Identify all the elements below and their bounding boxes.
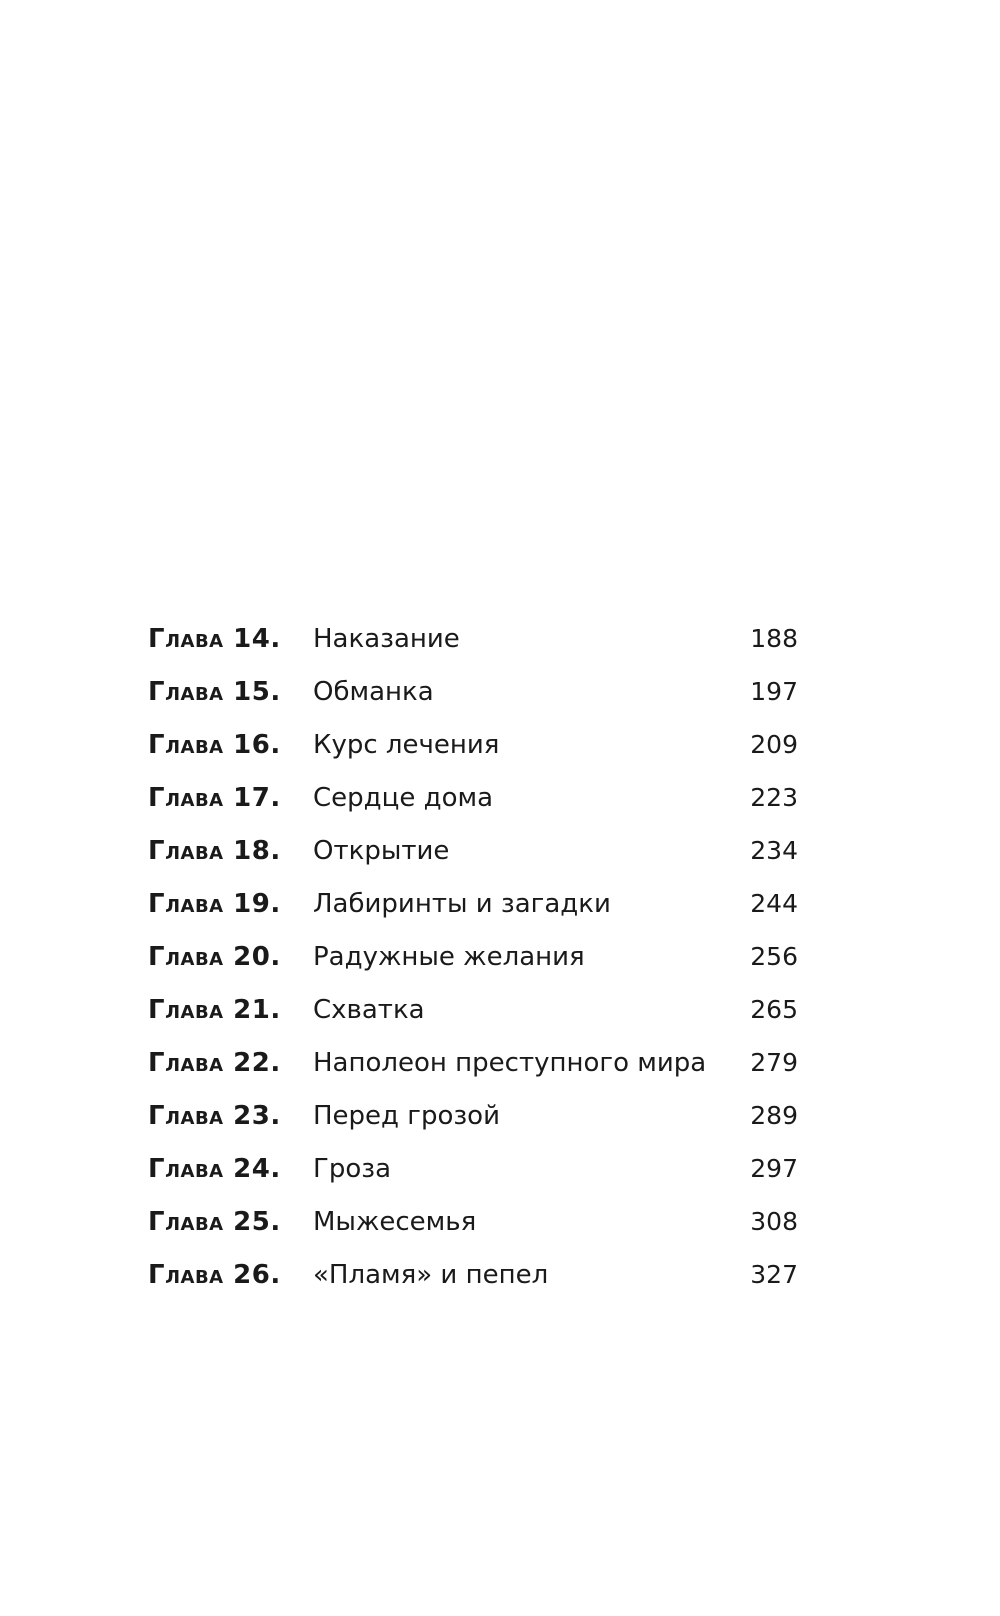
toc-chapter-number: Глава 22. — [148, 1048, 281, 1078]
toc-chapter-title: Схватка — [313, 995, 425, 1025]
toc-chapter-number: Глава 17. — [148, 783, 281, 813]
toc-entry — [148, 785, 798, 838]
toc-chapter-number: Глава 24. — [148, 1154, 281, 1184]
table-of-contents — [148, 626, 798, 1315]
toc-entry — [148, 997, 798, 1050]
toc-page-number: 223 — [750, 783, 798, 812]
toc-page-number: 256 — [750, 942, 798, 971]
toc-page-number: 244 — [750, 889, 798, 918]
toc-entry — [148, 1050, 798, 1103]
toc-chapter-title: Курс лечения — [313, 730, 500, 760]
toc-entry — [148, 1103, 798, 1156]
toc-entry — [148, 1209, 798, 1262]
toc-page-number: 327 — [750, 1260, 798, 1289]
toc-page-number: 279 — [750, 1048, 798, 1077]
toc-page-number: 188 — [750, 624, 798, 653]
toc-entry — [148, 1156, 798, 1209]
toc-chapter-number: Глава 16. — [148, 730, 281, 760]
toc-chapter-title: Лабиринты и загадки — [313, 889, 611, 919]
toc-page-number: 265 — [750, 995, 798, 1024]
toc-chapter-number: Глава 20. — [148, 942, 281, 972]
toc-chapter-title: «Пламя» и пепел — [313, 1260, 549, 1290]
toc-chapter-title: Сердце дома — [313, 783, 494, 813]
toc-chapter-number: Глава 26. — [148, 1260, 281, 1290]
toc-chapter-title: Наполеон преступного мира — [313, 1048, 707, 1078]
toc-entry — [148, 626, 798, 679]
toc-entry — [148, 1262, 798, 1315]
toc-chapter-title: Открытие — [313, 836, 450, 866]
toc-entry — [148, 679, 798, 732]
toc-entry — [148, 891, 798, 944]
toc-chapter-title: Радужные желания — [313, 942, 585, 972]
toc-entry — [148, 838, 798, 891]
toc-chapter-title: Мыжесемья — [313, 1207, 477, 1237]
toc-chapter-title: Наказание — [313, 624, 460, 654]
toc-chapter-number: Глава 15. — [148, 677, 281, 707]
toc-entry — [148, 944, 798, 997]
toc-chapter-number: Глава 21. — [148, 995, 281, 1025]
toc-chapter-number: Глава 25. — [148, 1207, 281, 1237]
toc-chapter-number: Глава 23. — [148, 1101, 281, 1131]
toc-page-number: 289 — [750, 1101, 798, 1130]
toc-chapter-title: Обманка — [313, 677, 434, 707]
toc-chapter-number: Глава 18. — [148, 836, 281, 866]
toc-page-number: 297 — [750, 1154, 798, 1183]
toc-page-number: 209 — [750, 730, 798, 759]
toc-page-number: 197 — [750, 677, 798, 706]
toc-chapter-number: Глава 19. — [148, 889, 281, 919]
toc-chapter-title: Перед грозой — [313, 1101, 500, 1131]
toc-entry — [148, 732, 798, 785]
toc-page-number: 308 — [750, 1207, 798, 1236]
toc-page-number: 234 — [750, 836, 798, 865]
toc-chapter-title: Гроза — [313, 1154, 392, 1184]
toc-chapter-number: Глава 14. — [148, 624, 281, 654]
